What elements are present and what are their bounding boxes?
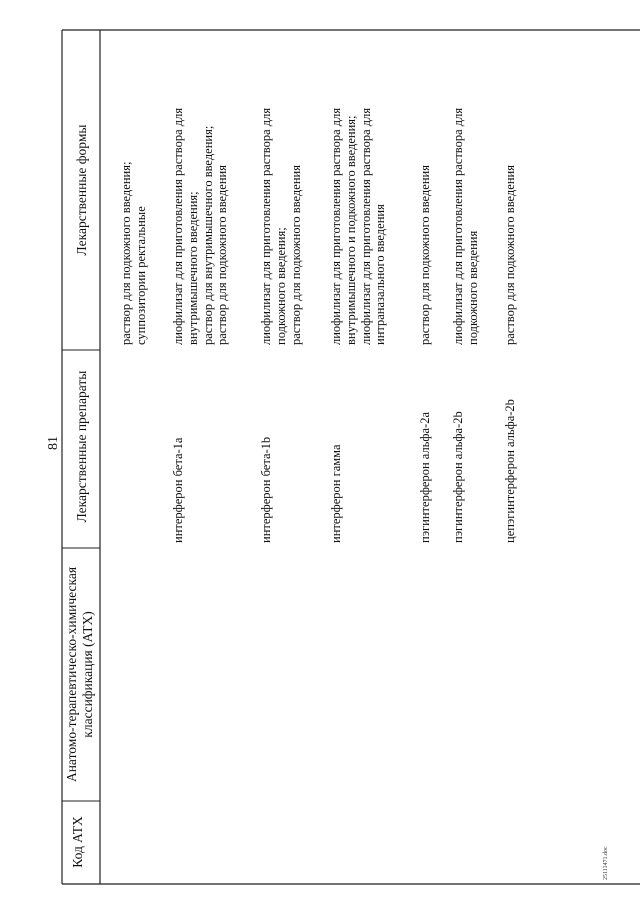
- forms-cell: [259, 45, 303, 345]
- forms-line: раствор для подкожного введения;: [119, 161, 133, 345]
- forms-line: лиофилизат для приготовления раствора для: [451, 107, 465, 345]
- forms-line: суппозитории ректальные: [133, 206, 148, 345]
- forms-line: лиофилизат для приготовления раствора для: [358, 107, 373, 345]
- forms-line: раствор для подкожного введения: [503, 165, 517, 345]
- forms-line: интраназального введения: [373, 204, 388, 345]
- forms-line: лиофилизат для приготовления раствора для: [259, 107, 273, 345]
- forms-line: внутримышечного введения;: [185, 191, 200, 345]
- forms-line: лиофилизат для приготовления раствора для: [329, 107, 343, 345]
- forms-cell: [418, 45, 433, 345]
- forms-line: раствор для подкожного введения: [418, 165, 432, 345]
- forms-line: раствор для подкожного введения: [288, 165, 303, 345]
- header-forms: Лекарственные формы: [74, 124, 89, 256]
- forms-cell: [451, 45, 481, 345]
- forms-line: раствор для подкожного введения: [215, 165, 230, 345]
- drug-name: интерферон гамма: [329, 444, 343, 543]
- forms-cell: [503, 45, 518, 345]
- forms-line: подкожного введения;: [273, 227, 288, 345]
- forms-cell: [171, 45, 230, 345]
- forms-line: раствор для внутримышечного введения;: [200, 125, 215, 345]
- footer-filename: 25111471.doc: [603, 846, 609, 880]
- header-code: Код АТХ: [70, 816, 85, 868]
- page-number: 81: [46, 436, 61, 450]
- header-drugs: Лекарственные препараты: [74, 370, 89, 523]
- forms-line: внутримышечного и подкожного введения;: [343, 115, 358, 345]
- forms-line: подкожного введения: [465, 230, 480, 345]
- forms-cell: [329, 45, 388, 345]
- drug-name: интерферон бета-1a: [171, 437, 185, 543]
- header-classification: Анатомо-терапевтическо-химическая классификация (АТХ): [64, 566, 95, 783]
- drug-name: цепэгинтерферон альфа-2b: [503, 399, 517, 543]
- drug-name: пэгинтерферон альфа-2a: [418, 412, 432, 543]
- forms-cell: [119, 45, 149, 345]
- drug-name: пэгинтерферон альфа-2b: [451, 411, 465, 543]
- drug-name: интерферон бета-1b: [259, 436, 273, 543]
- forms-line: лиофилизат для приготовления раствора для: [171, 107, 185, 345]
